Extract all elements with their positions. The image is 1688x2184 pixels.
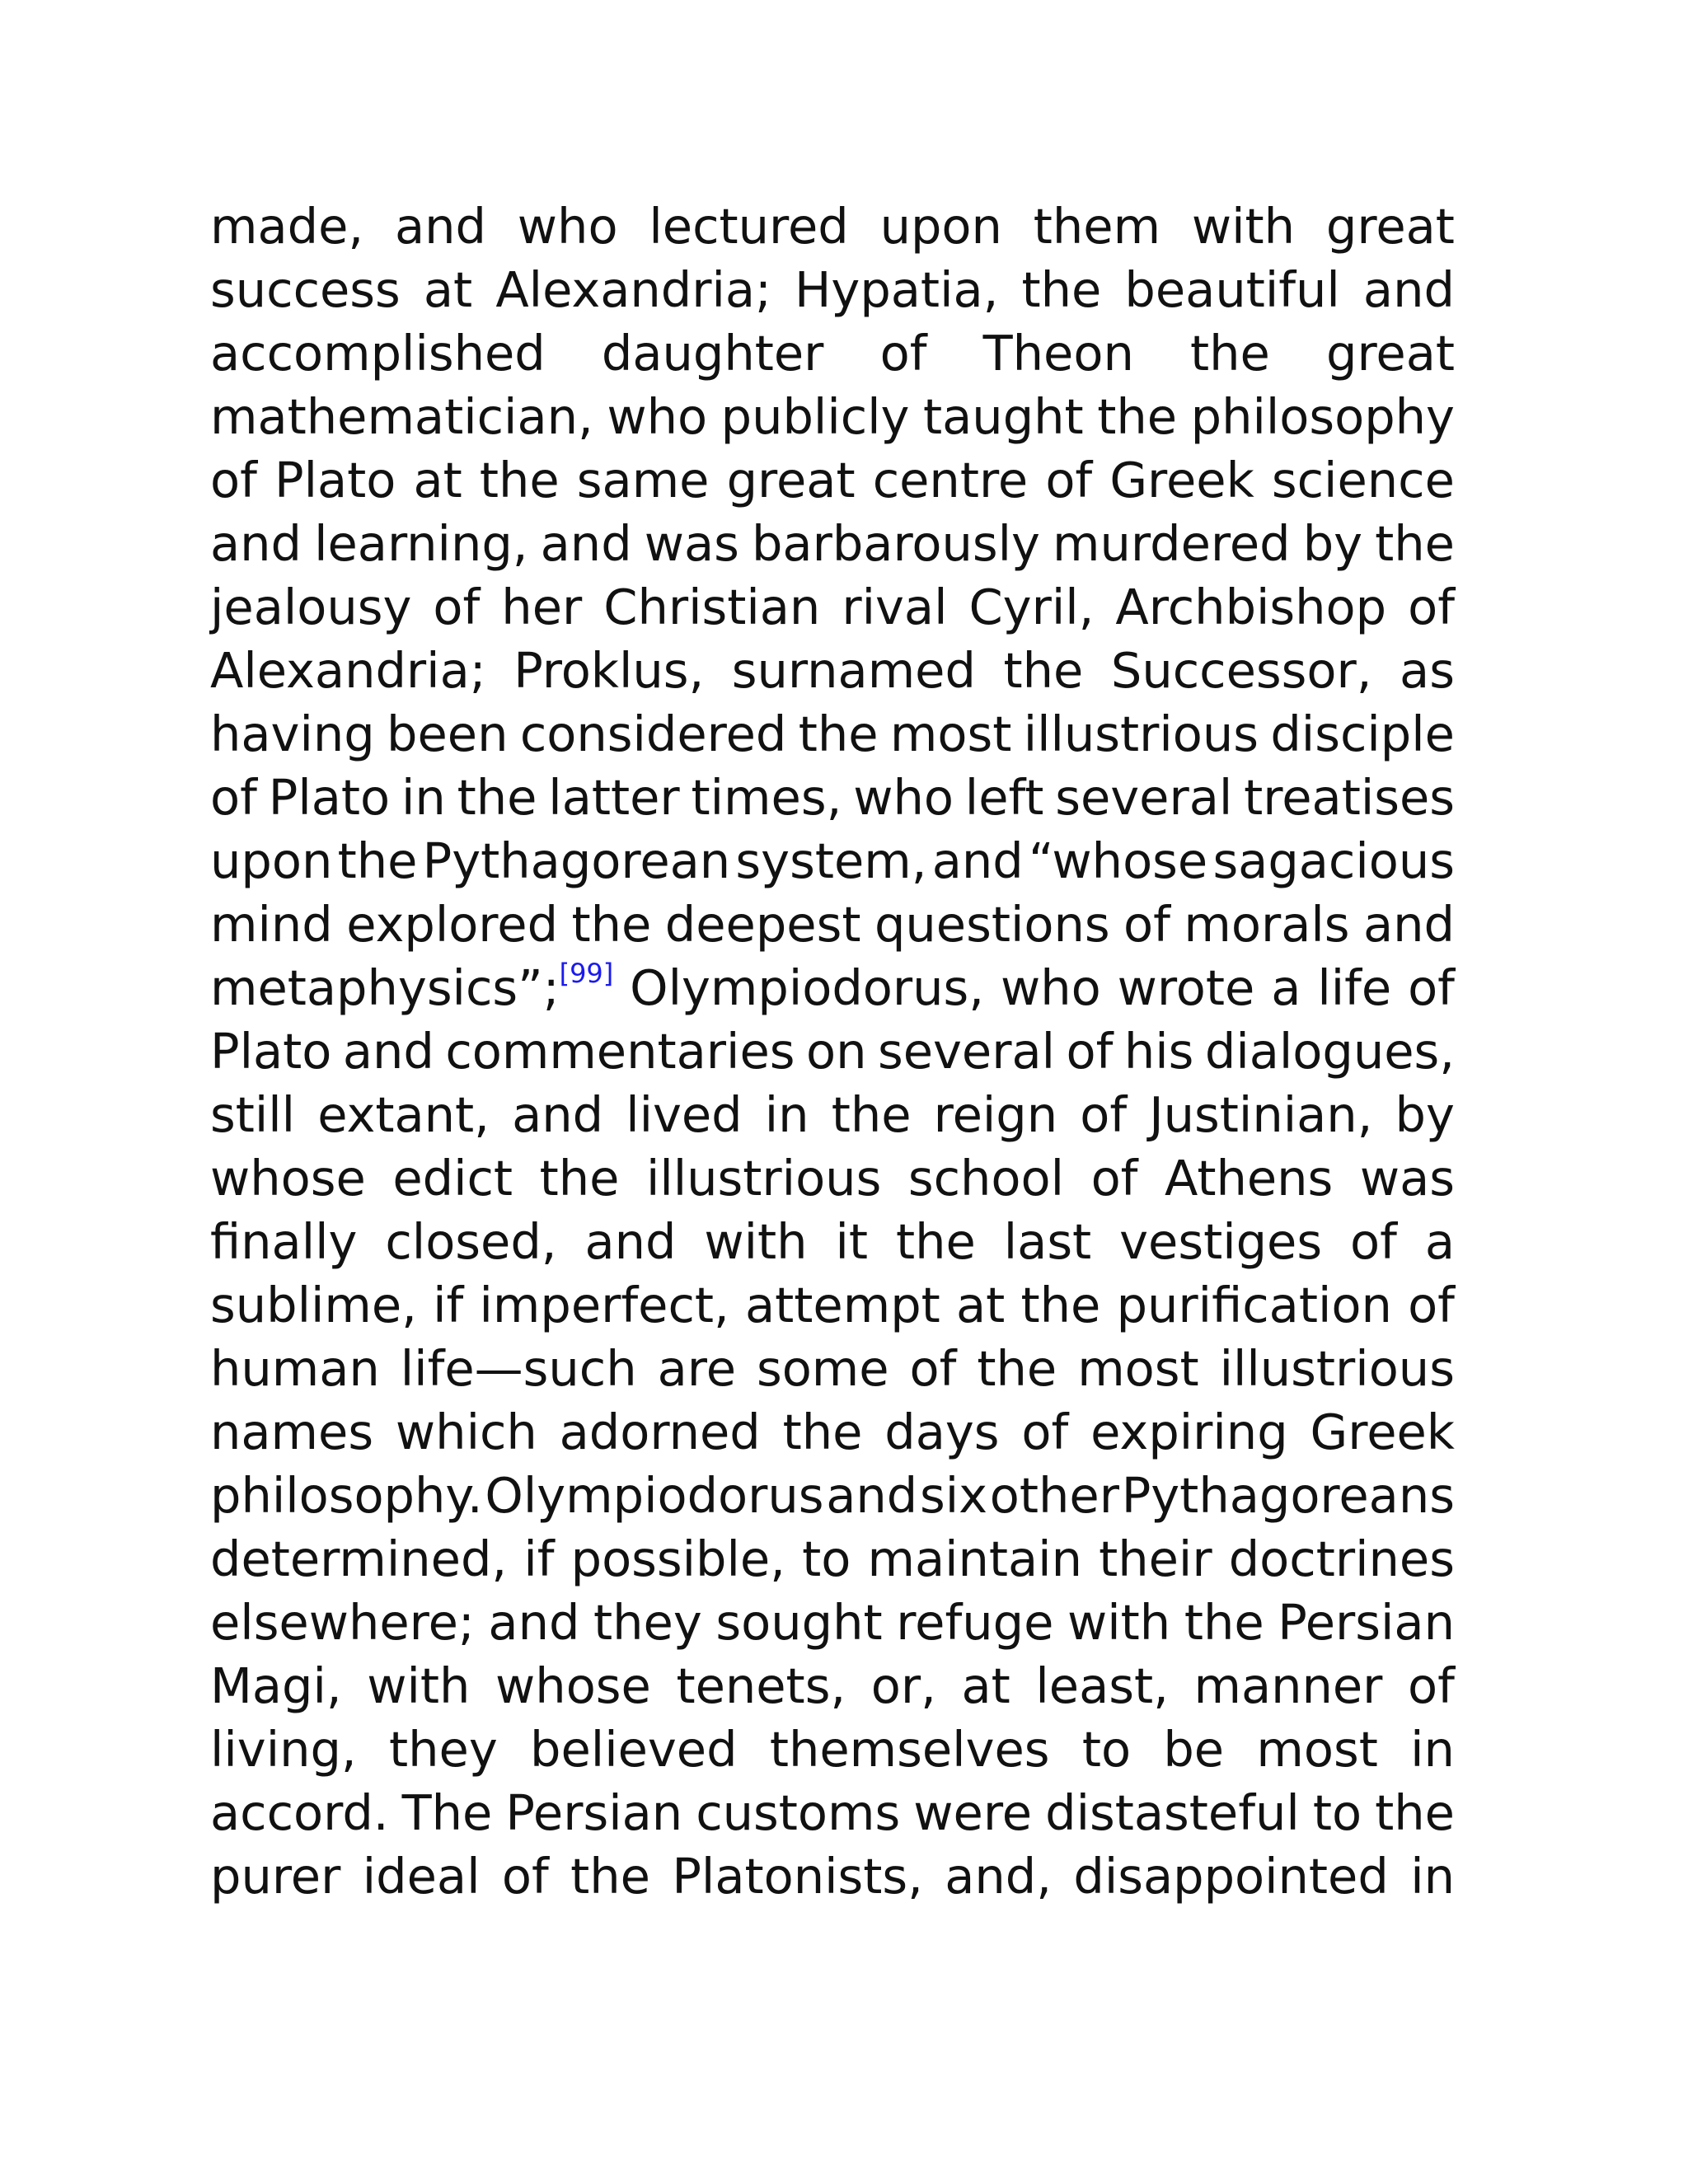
text-line <box>210 575 1455 639</box>
word: system, <box>735 832 927 889</box>
word: great <box>1326 325 1455 382</box>
text-line <box>210 893 1455 956</box>
text-line <box>210 1210 1455 1273</box>
word: extant, <box>317 1086 490 1143</box>
word: believed <box>530 1721 738 1778</box>
word: distasteful <box>1045 1784 1300 1841</box>
body-paragraph <box>210 194 1455 1908</box>
word: Plato <box>268 769 391 826</box>
word: closed, <box>385 1213 557 1270</box>
word: the <box>977 1340 1057 1397</box>
word: and <box>540 515 632 572</box>
text-line <box>210 1527 1455 1591</box>
word: still <box>210 1086 296 1143</box>
word: school <box>907 1150 1065 1207</box>
word: publicly <box>720 388 910 445</box>
word: and <box>826 1467 918 1524</box>
word: morals <box>1184 896 1350 953</box>
word: who <box>607 388 708 445</box>
word: determined, <box>210 1530 508 1587</box>
word: in <box>1410 1721 1455 1778</box>
text-line <box>210 258 1455 321</box>
word: of <box>1408 1657 1455 1714</box>
word: imperfect, <box>479 1277 729 1333</box>
word: of <box>1408 579 1455 635</box>
word: were <box>913 1784 1033 1841</box>
word: explored <box>346 896 559 953</box>
word: and <box>488 1594 580 1651</box>
word: the <box>479 452 560 509</box>
word: a <box>1271 959 1301 1016</box>
word: names <box>210 1404 374 1460</box>
word: of <box>909 1340 957 1397</box>
word: with <box>1191 198 1296 255</box>
word: edict <box>392 1150 513 1207</box>
word: several <box>1055 769 1233 826</box>
word: the <box>1003 642 1084 699</box>
word: times, <box>691 769 842 826</box>
word: Magi, <box>210 1657 342 1714</box>
word: the <box>539 1150 620 1207</box>
word: in <box>401 769 446 826</box>
word: whose <box>495 1657 651 1714</box>
word: the <box>1190 325 1270 382</box>
word: learning, <box>314 515 528 572</box>
text-line <box>210 1844 1455 1908</box>
word: on <box>805 1023 867 1080</box>
word: latter <box>548 769 680 826</box>
word: the <box>782 1404 863 1460</box>
word: Greek <box>1310 1404 1455 1460</box>
text-line <box>210 1083 1455 1146</box>
text-line <box>210 702 1455 766</box>
text-line <box>210 321 1455 385</box>
word: refuge <box>896 1594 1054 1651</box>
word: be <box>1163 1721 1225 1778</box>
word: of <box>1350 1213 1397 1270</box>
word: their <box>1099 1530 1212 1587</box>
word: metaphysics”;[99] <box>210 958 614 1016</box>
word: illustrious <box>1023 705 1259 762</box>
word: attempt <box>745 1277 940 1333</box>
word: least, <box>1035 1657 1169 1714</box>
text-line <box>210 194 1455 258</box>
word: them <box>1033 198 1161 255</box>
word: most <box>1256 1721 1378 1778</box>
word: beautiful <box>1124 261 1340 318</box>
word: the <box>896 1213 976 1270</box>
word: it <box>835 1213 869 1270</box>
text-line <box>210 512 1455 575</box>
word: considered <box>519 705 787 762</box>
word: having <box>210 705 375 762</box>
word: with <box>704 1213 808 1270</box>
text-line <box>210 829 1455 893</box>
word: of <box>879 325 927 382</box>
word: Athens <box>1165 1150 1334 1207</box>
word: life—such <box>400 1340 637 1397</box>
word: of <box>210 769 257 826</box>
word: great <box>726 452 856 509</box>
text-line <box>210 1400 1455 1464</box>
text-line <box>210 766 1455 829</box>
word: at <box>961 1657 1010 1714</box>
word: some <box>756 1340 889 1397</box>
text-line <box>210 956 1455 1019</box>
word: six <box>919 1467 988 1524</box>
word: his <box>1123 1023 1194 1080</box>
word: several <box>877 1023 1056 1080</box>
word: her <box>501 579 583 635</box>
text-line <box>210 385 1455 448</box>
word: of <box>1045 452 1093 509</box>
word: sagacious <box>1212 832 1455 889</box>
word: last <box>1003 1213 1092 1270</box>
word: of <box>433 579 481 635</box>
word: finally <box>210 1213 358 1270</box>
word: Cyril, <box>968 579 1095 635</box>
word: science <box>1271 452 1455 509</box>
word: the <box>1184 1594 1264 1651</box>
word: Olympiodorus, <box>630 959 985 1016</box>
word: the <box>831 1086 912 1143</box>
word: of <box>501 1848 549 1905</box>
word: with <box>367 1657 471 1714</box>
word: a <box>1424 1213 1455 1270</box>
word: to <box>1312 1784 1362 1841</box>
word: mathematician, <box>210 388 593 445</box>
word: and <box>584 1213 677 1270</box>
word: at <box>956 1277 1006 1333</box>
word: reign <box>933 1086 1058 1143</box>
word: the <box>1375 515 1455 572</box>
word: and <box>1362 896 1455 953</box>
word: vestiges <box>1119 1213 1323 1270</box>
word: upon <box>210 832 333 889</box>
word: dialogues, <box>1204 1023 1455 1080</box>
word: centre <box>872 452 1029 509</box>
word: who <box>517 198 618 255</box>
word: disappointed <box>1073 1848 1389 1905</box>
word: who <box>1000 959 1101 1016</box>
word: of <box>1408 959 1455 1016</box>
word: they <box>389 1721 498 1778</box>
word: other <box>989 1467 1119 1524</box>
word: elsewhere; <box>210 1594 475 1651</box>
word: maintain <box>867 1530 1082 1587</box>
word: the <box>1375 1784 1455 1841</box>
word: was <box>644 515 739 572</box>
word: which <box>395 1404 537 1460</box>
word: philosophy <box>1190 388 1455 445</box>
word: and <box>1362 261 1455 318</box>
word: of <box>1123 896 1170 953</box>
word: illustrious <box>645 1150 882 1207</box>
word: the <box>1021 261 1102 318</box>
text-line <box>210 1654 1455 1718</box>
word: the <box>570 1848 650 1905</box>
word: Greek <box>1109 452 1254 509</box>
word: commentaries <box>445 1023 795 1080</box>
word: The <box>401 1784 493 1841</box>
word: Plato <box>274 452 396 509</box>
word: to <box>802 1530 851 1587</box>
footnote-link[interactable]: [99] <box>559 958 614 990</box>
word: Olympiodorus <box>485 1467 824 1524</box>
word: Plato <box>210 1023 332 1080</box>
word: of <box>1090 1150 1138 1207</box>
word: or, <box>870 1657 936 1714</box>
word: murdered <box>1053 515 1291 572</box>
word: Pythagoreans <box>1121 1467 1455 1524</box>
word: sought <box>715 1594 883 1651</box>
word: Christian <box>603 579 821 635</box>
word: and <box>931 832 1024 889</box>
word: the <box>1020 1277 1101 1333</box>
word: tenets, <box>676 1657 846 1714</box>
word: upon <box>879 198 1002 255</box>
word: success <box>210 261 401 318</box>
word: was <box>1359 1150 1455 1207</box>
word: Alexandria; <box>495 261 771 318</box>
word: philosophy. <box>210 1467 483 1524</box>
word: by <box>1302 515 1363 572</box>
word: accomplished <box>210 325 546 382</box>
text-line <box>210 639 1455 702</box>
word: days <box>884 1404 1000 1460</box>
word: accord. <box>210 1784 389 1841</box>
word: whose <box>210 1150 366 1207</box>
text-line <box>210 1337 1455 1400</box>
word: purification <box>1116 1277 1392 1333</box>
word: surnamed <box>731 642 976 699</box>
word: taught <box>923 388 1084 445</box>
text-line <box>210 1273 1455 1337</box>
word: Hypatia, <box>795 261 999 318</box>
word: lectured <box>649 198 849 255</box>
word: with <box>1067 1594 1171 1651</box>
word: if <box>523 1530 555 1587</box>
word: in <box>1410 1848 1455 1905</box>
word: most <box>889 705 1012 762</box>
word: at <box>413 452 462 509</box>
word: daughter <box>601 325 824 382</box>
word: themselves <box>769 1721 1050 1778</box>
word: the <box>337 832 418 889</box>
word: at <box>423 261 473 318</box>
word: questions <box>874 896 1110 953</box>
word: mind <box>210 896 333 953</box>
word: living, <box>210 1721 357 1778</box>
word: manner <box>1193 1657 1383 1714</box>
word: Alexandria; <box>210 642 486 699</box>
word: by <box>1395 1086 1455 1143</box>
word: the <box>1097 388 1178 445</box>
word: of <box>210 452 257 509</box>
word: doctrines <box>1228 1530 1455 1587</box>
word: in <box>764 1086 809 1143</box>
word: customs <box>696 1784 901 1841</box>
text-line <box>210 1019 1455 1083</box>
word: “whose <box>1028 832 1208 889</box>
word: as <box>1400 642 1455 699</box>
word: if <box>433 1277 464 1333</box>
word: who <box>853 769 954 826</box>
word: the <box>571 896 652 953</box>
word: human <box>210 1340 380 1397</box>
word: been <box>387 705 509 762</box>
word: most <box>1077 1340 1199 1397</box>
text-line <box>210 1781 1455 1844</box>
word: Pythagorean <box>422 832 731 889</box>
word: expiring <box>1090 1404 1288 1460</box>
word: Platonists, <box>672 1848 923 1905</box>
word: treatises <box>1244 769 1455 826</box>
word: the <box>798 705 879 762</box>
word: illustrious <box>1219 1340 1455 1397</box>
word: they <box>593 1594 702 1651</box>
word: Proklus, <box>513 642 705 699</box>
word: and <box>342 1023 434 1080</box>
text-line <box>210 1591 1455 1654</box>
word: deepest <box>664 896 861 953</box>
word: disciple <box>1270 705 1455 762</box>
word: lived <box>626 1086 743 1143</box>
text-line <box>210 1718 1455 1781</box>
word: and <box>512 1086 604 1143</box>
word: of <box>1408 1277 1455 1333</box>
word: Theon <box>982 325 1134 382</box>
word: made, <box>210 198 364 255</box>
word: life <box>1317 959 1392 1016</box>
word: Persian <box>505 1784 683 1841</box>
word: rival <box>842 579 948 635</box>
word: and <box>394 198 486 255</box>
word: Persian <box>1278 1594 1455 1651</box>
word: and <box>210 515 302 572</box>
word: left <box>964 769 1044 826</box>
word: possible, <box>570 1530 785 1587</box>
word: of <box>1066 1023 1114 1080</box>
word: and, <box>945 1848 1053 1905</box>
word: same <box>576 452 710 509</box>
word: are <box>657 1340 736 1397</box>
text-line <box>210 448 1455 512</box>
word: great <box>1325 198 1455 255</box>
word: to <box>1081 1721 1132 1778</box>
word: barbarously <box>751 515 1040 572</box>
word: the <box>457 769 537 826</box>
word: ideal <box>362 1848 481 1905</box>
word: purer <box>210 1848 341 1905</box>
word: sublime, <box>210 1277 417 1333</box>
word: of <box>1080 1086 1128 1143</box>
word: Archbishop <box>1115 579 1387 635</box>
text-line <box>210 1146 1455 1210</box>
word: Successor, <box>1110 642 1372 699</box>
word: wrote <box>1117 959 1255 1016</box>
word: Justinian, <box>1149 1086 1373 1143</box>
word: of <box>1021 1404 1069 1460</box>
word: jealousy <box>210 579 412 635</box>
text-line <box>210 1464 1455 1527</box>
word: adorned <box>559 1404 761 1460</box>
